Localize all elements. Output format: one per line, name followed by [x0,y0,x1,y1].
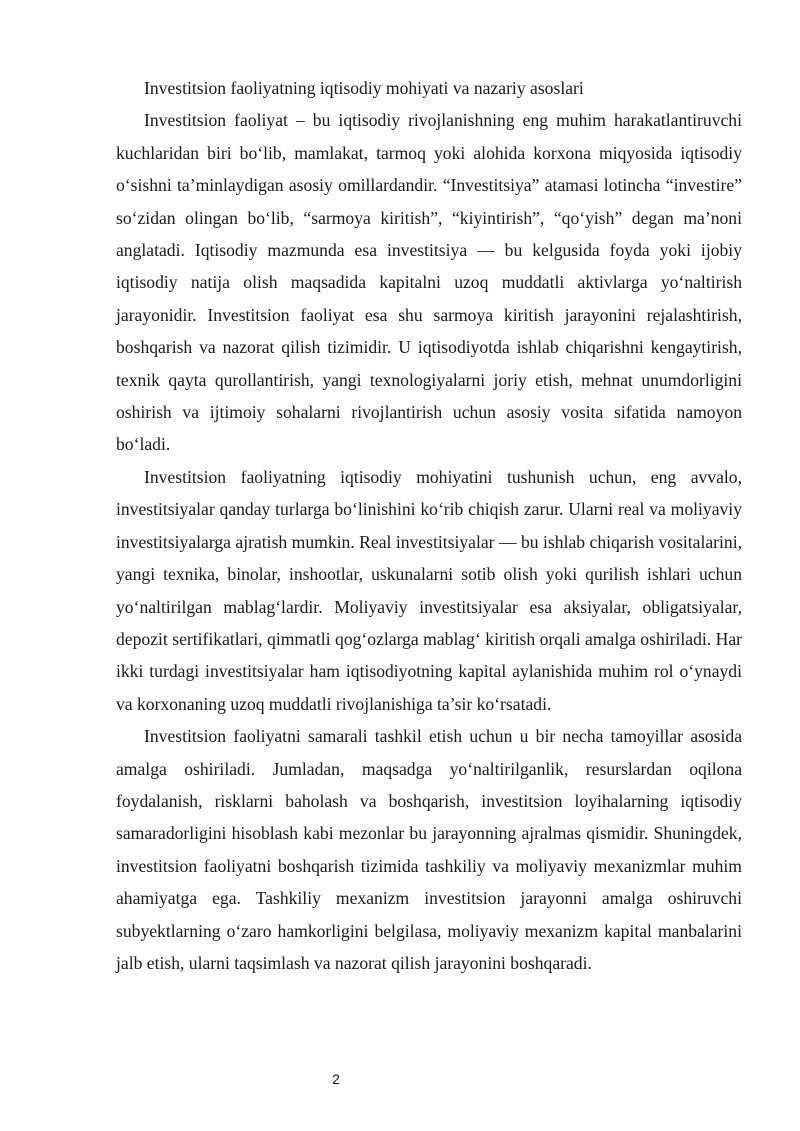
document-body [116,72,742,979]
section-heading: Investitsion faoliyatning iqtisodiy mohiyati va nazariy asoslari [144,78,584,98]
paragraph-3: Investitsion faoliyatni samarali tashkil etish uchun u bir necha tamoyillar asosida amalga oshiriladi. Jumladan, maqsadga yo‘naltirilganlik, resurslardan oqilona foydalanish, risklarni baholash va boshqarish, investitsion loyihalarning iqtisodiy samaradorligini hisoblash kabi mezonlar bu jarayonning ajralmas qismidir. Shuningdek, investitsion faoliyatni boshqarish tizimida tashkiliy va moliyaviy mexanizmlar muhim ahamiyatga ega. Tashkiliy mexanizm investitsion jarayonni amalga oshiruvchi subyektlarning o‘zaro hamkorligini belgilasa, moliyaviy mexanizm kapital manbalarini jalb etish, ularni taqsimlash va nazorat qilish jarayonini boshqaradi. [116,726,742,973]
page-number: 2 [332,1071,340,1087]
paragraph-1: Investitsion faoliyat – bu iqtisodiy rivojlanishning eng muhim harakatlantiruvchi kuchlaridan biri bo‘lib, mamlakat, tarmoq yoki alohida korxona miqyosida iqtisodiy o‘sishni ta’minlaydigan asosiy omillardandir. “Investitsiya” atamasi lotincha “investire” so‘zidan olingan bo‘lib, “sarmoya kiritish”, “kiyintirish”, “qo‘yish” degan ma’noni anglatadi. Iqtisodiy mazmunda esa investitsiya — bu kelgusida foyda yoki ijobiy iqtisodiy natija olish maqsadida kapitalni uzoq muddatli aktivlarga yo‘naltirish jarayonidir. Investitsion faoliyat esa shu sarmoya kiritish jarayonini rejalashtirish, boshqarish va nazorat qilish tizimidir. U iqtisodiyotda ishlab chiqarishni kengaytirish, texnik qayta qurollantirish, yangi texnologiyalarni joriy etish, mehnat unumdorligini oshirish va ijtimoiy sohalarni rivojlantirish uchun asosiy vosita sifatida namoyon bo‘ladi. [116,110,742,455]
paragraph-2: Investitsion faoliyatning iqtisodiy mohiyatini tushunish uchun, eng avvalo, investitsiyalar qanday turlarga bo‘linishini ko‘rib chiqish zarur. Ularni real va moliyaviy investitsiyalarga ajratish mumkin. Real investitsiyalar — bu ishlab chiqarish vositalarini, yangi texnika, binolar, inshootlar, uskunalarni sotib olish yoki qurilish ishlari uchun yo‘naltirilgan mablag‘lardir. Moliyaviy investitsiyalar esa aksiyalar, obligatsiyalar, depozit sertifikatlari, qimmatli qog‘ozlarga mablag‘ kiritish orqali amalga oshiriladi. Har ikki turdagi investitsiyalar ham iqtisodiyotning kapital aylanishida muhim rol o‘ynaydi va korxonaning uzoq muddatli rivojlanishiga ta’sir ko‘rsatadi. [116,466,742,714]
